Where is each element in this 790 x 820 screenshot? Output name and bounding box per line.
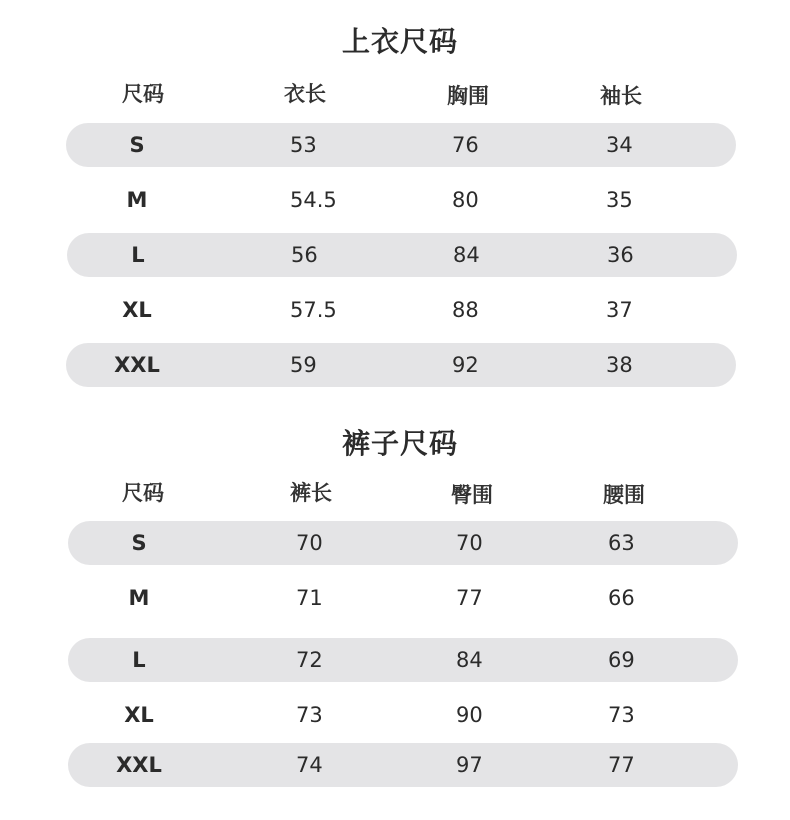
sleeve-cell: 37: [606, 298, 633, 322]
size-cell: S: [129, 133, 145, 157]
size-cell: L: [131, 243, 145, 267]
table-row: [68, 743, 738, 787]
size-cell: XXL: [116, 753, 162, 777]
table-row: [68, 521, 738, 565]
length-cell: 54.5: [290, 188, 337, 212]
size-cell: XXL: [114, 353, 160, 377]
sleeve-cell: 36: [607, 243, 634, 267]
table-row: [68, 693, 738, 737]
hip-cell: 77: [456, 586, 483, 610]
tops-header-length: 衣长: [284, 82, 326, 106]
length-cell: 72: [296, 648, 323, 672]
hip-cell: 84: [456, 648, 483, 672]
sleeve-cell: 35: [606, 188, 633, 212]
length-cell: 74: [296, 753, 323, 777]
sleeve-cell: 38: [606, 353, 633, 377]
hip-cell: 70: [456, 531, 483, 555]
length-cell: 70: [296, 531, 323, 555]
tops-header-sleeve: 袖长: [600, 84, 642, 108]
tops-header-row: [0, 74, 790, 114]
length-cell: 56: [291, 243, 318, 267]
pants-header-hip: 臀围: [451, 483, 493, 507]
sleeve-cell: 34: [606, 133, 633, 157]
chest-cell: 88: [452, 298, 479, 322]
waist-cell: 73: [608, 703, 635, 727]
length-cell: 57.5: [290, 298, 337, 322]
chest-cell: 84: [453, 243, 480, 267]
chest-cell: 80: [452, 188, 479, 212]
hip-cell: 97: [456, 753, 483, 777]
waist-cell: 69: [608, 648, 635, 672]
size-cell: S: [131, 531, 147, 555]
pants-header-row: [0, 473, 790, 513]
size-cell: XL: [122, 298, 152, 322]
table-row: [66, 343, 736, 387]
length-cell: 71: [296, 586, 323, 610]
waist-cell: 77: [608, 753, 635, 777]
tops-header-size: 尺码: [122, 82, 164, 106]
size-cell: L: [132, 648, 146, 672]
pants-chart-title: 裤子尺码: [341, 427, 458, 460]
pants-header-size: 尺码: [122, 481, 164, 505]
size-cell: XL: [124, 703, 154, 727]
table-row: [67, 233, 737, 277]
table-row: [66, 288, 736, 332]
waist-cell: 63: [608, 531, 635, 555]
table-row: [66, 178, 736, 222]
size-cell: M: [126, 188, 148, 212]
table-row: [68, 576, 738, 620]
chest-cell: 76: [452, 133, 479, 157]
table-row: [68, 638, 738, 682]
length-cell: 59: [290, 353, 317, 377]
length-cell: 53: [290, 133, 317, 157]
pants-header-length: 裤长: [290, 481, 332, 505]
chest-cell: 92: [452, 353, 479, 377]
size-cell: M: [128, 586, 150, 610]
pants-header-waist: 腰围: [603, 483, 645, 507]
waist-cell: 66: [608, 586, 635, 610]
length-cell: 73: [296, 703, 323, 727]
hip-cell: 90: [456, 703, 483, 727]
tops-header-chest: 胸围: [447, 84, 489, 108]
table-row: [66, 123, 736, 167]
tops-chart-title: 上衣尺码: [341, 25, 458, 58]
